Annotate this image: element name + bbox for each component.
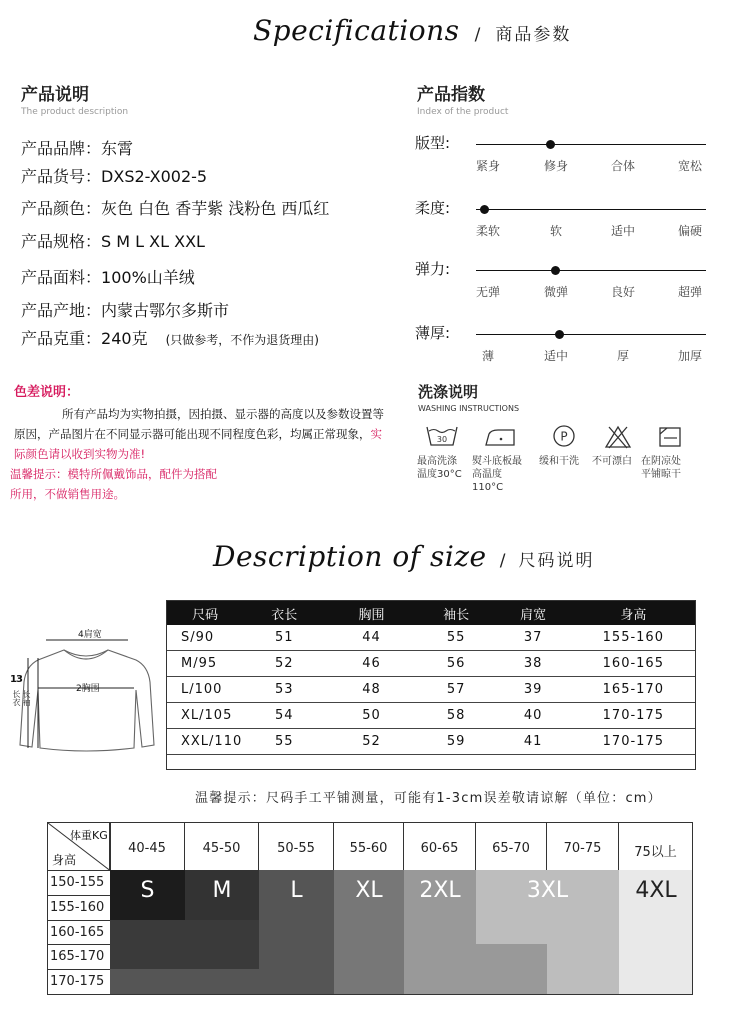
size-table-cell: 53 (243, 677, 325, 703)
specifications-title (253, 14, 571, 47)
size-block (547, 944, 619, 994)
size-table-empty-row (167, 755, 695, 784)
washing-label-line-1: 最高洗涤 (417, 456, 457, 467)
color-note-heading: 色差说明： (14, 385, 80, 400)
size-table-cell: 37 (495, 625, 572, 651)
size-table-row (167, 625, 695, 651)
spec-label: 产品规格 (21, 232, 86, 251)
shade-dry-icon (658, 426, 682, 452)
grid-height-label: 170-175 (50, 974, 105, 990)
index-label: 薄厚: (415, 324, 451, 342)
size-table-cell: 54 (243, 703, 325, 729)
weight-note: (只做参考，不作为退货理由) (165, 333, 319, 347)
size-table-header: 尺码 (167, 601, 243, 625)
index-scale-line (476, 209, 706, 210)
grid-height-header (47, 944, 111, 970)
length-label-b: 长袖 (22, 690, 31, 706)
warm-tip-line-1: 温馨提示：模特所佩戴饰品，配件为搭配 (10, 467, 217, 481)
size-table (167, 601, 695, 783)
color-note-body (14, 404, 386, 464)
size-table-cell: 55 (418, 625, 495, 651)
spec-colon: ： (85, 329, 102, 348)
dry-clean-text: P (560, 429, 568, 444)
size-table-cell: 170-175 (572, 729, 695, 755)
no-bleach-icon (604, 425, 632, 453)
spec-value: S M L XL XXL (101, 232, 205, 251)
size-table-cell: XXL/110 (167, 729, 243, 755)
index-label: 弹力: (415, 260, 451, 278)
index-marker (555, 330, 564, 339)
index-label: 柔度: (415, 199, 451, 217)
size-table-cell: 48 (325, 677, 417, 703)
spec-value: 100%山羊绒 (101, 268, 195, 287)
index-option: 薄 (481, 349, 494, 363)
size-table-header: 衣长 (243, 601, 325, 625)
size-table-header: 胸围 (325, 601, 417, 625)
spec-title-en: Specifications (253, 14, 460, 47)
size-table-header: 肩宽 (495, 601, 572, 625)
grid-height-label: 160-165 (50, 924, 105, 940)
washing-label-line-1: 熨斗底板最 (472, 456, 522, 467)
shoulder-width-label: 4肩宽 (78, 630, 102, 640)
size-table-cell: 46 (325, 651, 417, 677)
size-table-cell: 56 (418, 651, 495, 677)
spec-row (21, 298, 229, 321)
index-label: 版型: (415, 134, 451, 152)
grid-weight-header (546, 822, 619, 871)
product-desc-title-en: The product description (21, 107, 129, 117)
size-table-cell: 44 (325, 625, 417, 651)
size-table-cell: 165-170 (572, 677, 695, 703)
size-table-cell: 52 (325, 729, 417, 755)
washing-label (641, 455, 701, 481)
grid-weight-header (109, 822, 185, 871)
spec-colon: ： (85, 167, 102, 186)
grid-weight-header (475, 822, 547, 871)
index-option: 无弹 (475, 285, 500, 299)
warm-tip (10, 464, 217, 504)
size-letter: 2XL (419, 878, 461, 903)
index-option: 厚 (616, 349, 629, 363)
length-label-a: 长衣 (12, 690, 21, 706)
size-table-cell: 41 (495, 729, 572, 755)
spec-slash: / (474, 25, 483, 45)
size-table-header: 身高 (572, 601, 695, 625)
index-option: 紧身 (475, 159, 500, 173)
index-scale-line (476, 334, 706, 335)
size-table-cell: 52 (243, 651, 325, 677)
size-table-row (167, 651, 695, 677)
spec-row (21, 136, 133, 159)
size-table-cell: 170-175 (572, 703, 695, 729)
washing-label (472, 455, 532, 494)
spec-label: 产品品牌 (21, 139, 86, 158)
grid-weight-label: 55-60 (349, 841, 388, 856)
product-desc-heading (21, 80, 128, 117)
spec-colon: ： (85, 268, 102, 287)
washing-label-line-1: 不可漂白 (592, 456, 632, 467)
index-option: 超弹 (677, 285, 702, 299)
dry-clean-icon (552, 424, 576, 452)
grid-weight-label: 70-75 (563, 841, 602, 856)
index-option: 微弹 (543, 285, 568, 299)
grid-weight-label: 60-65 (420, 841, 459, 856)
spec-colon: ： (85, 139, 102, 158)
color-note-text: 所有产品均为实物拍摄，因拍摄、显示器的高度以及参数设置等原因，产品图片在不同显示器可能出现不同程度色彩，均属正常现象， (14, 407, 384, 441)
washing-label-line-2: 温度30°C (417, 469, 462, 480)
spec-value: 东霄 (101, 139, 134, 158)
spec-value: 内蒙古鄂尔多斯市 (101, 301, 230, 320)
spec-label: 产品产地 (21, 301, 86, 320)
spec-row (21, 326, 319, 349)
index-scale-line (476, 270, 706, 271)
spec-colon: ： (85, 232, 102, 251)
size-table-cell: M/95 (167, 651, 243, 677)
spec-label: 产品颜色 (21, 199, 86, 218)
color-note-red: 实际颜色请以收到实物为准! (14, 427, 382, 461)
index-option: 良好 (610, 285, 635, 299)
size-table-cell: 59 (418, 729, 495, 755)
grid-corner-height: 身高 (52, 853, 77, 867)
spec-value: DXS2-X002-5 (101, 167, 208, 186)
size-table-cell: 51 (243, 625, 325, 651)
washing-label (539, 455, 599, 468)
index-option: 适中 (610, 224, 635, 238)
size-table-cell: 57 (418, 677, 495, 703)
size-table-header: 袖长 (418, 601, 495, 625)
size-table-cell: S/90 (167, 625, 243, 651)
grid-weight-header (618, 822, 693, 871)
washing-heading (418, 381, 519, 413)
washing-label (417, 455, 477, 481)
iron-icon (484, 426, 516, 452)
size-chart-grid (47, 822, 693, 994)
spec-colon: ： (85, 301, 102, 320)
index-marker (546, 140, 555, 149)
size-title (213, 540, 595, 573)
spec-label: 产品面料 (21, 268, 86, 287)
grid-weight-header (184, 822, 259, 871)
grid-weight-header (403, 822, 476, 871)
washing-label-line-1: 在阴凉处 (641, 456, 681, 467)
size-table-cell: XL/105 (167, 703, 243, 729)
product-desc-title: 产品说明 (21, 85, 89, 105)
size-note: 温馨提示：尺码手工平铺测量，可能有1-3cm误差敬请谅解（单位：cm） (195, 791, 662, 806)
size-table-row (167, 677, 695, 703)
grid-height-label: 155-160 (50, 899, 105, 915)
index-option: 软 (549, 224, 562, 238)
spec-row (21, 265, 195, 288)
size-title-cn: 尺码说明 (518, 551, 595, 571)
index-option: 柔软 (475, 224, 500, 238)
length-numbers: 13 (10, 674, 22, 685)
index-marker (551, 266, 560, 275)
grid-corner-weight: 体重KG (70, 829, 108, 842)
size-letter: 3XL (526, 878, 569, 903)
warm-tip-line-2: 所用，不做销售用途。 (10, 487, 125, 501)
index-option: 加厚 (677, 349, 702, 363)
spec-title-cn: 商品参数 (495, 25, 572, 45)
index-option: 合体 (610, 159, 635, 173)
grid-weight-label: 75以上 (634, 845, 677, 860)
wash-temp-text: 30 (436, 435, 448, 444)
washing-title-en: WASHING INSTRUCTIONS (418, 404, 520, 413)
spec-value: 240克 (101, 329, 148, 348)
size-slash: / (499, 551, 508, 571)
index-scale-line (476, 144, 706, 145)
size-letter: L (290, 878, 303, 903)
grid-height-label: 165-170 (50, 949, 105, 965)
size-table-cell: 58 (418, 703, 495, 729)
size-table-cell: 38 (495, 651, 572, 677)
grid-weight-label: 50-55 (277, 841, 315, 856)
grid-weight-label: 40-45 (128, 841, 166, 856)
spec-row (21, 196, 329, 219)
size-table-box (166, 600, 696, 770)
size-table-cell: 55 (243, 729, 325, 755)
index-option: 适中 (543, 349, 568, 363)
size-letter: M (212, 878, 232, 903)
grid-weight-header (333, 822, 404, 871)
grid-weight-label: 45-50 (202, 841, 241, 856)
size-table-cell: 155-160 (572, 625, 695, 651)
grid-height-header (47, 969, 111, 995)
grid-corner (47, 822, 111, 871)
grid-height-label: 150-155 (50, 875, 105, 890)
spec-row (21, 229, 205, 252)
index-option: 偏硬 (677, 224, 702, 238)
spec-label: 产品克重 (21, 329, 86, 348)
spec-label: 产品货号 (21, 167, 86, 186)
size-block (404, 944, 547, 994)
size-table-cell: 39 (495, 677, 572, 703)
size-table-row (167, 729, 695, 755)
index-marker (480, 205, 489, 214)
grid-height-header (47, 895, 111, 921)
size-letter: S (140, 878, 155, 903)
grid-weight-label: 65-70 (492, 841, 530, 856)
size-table-cell: 50 (325, 703, 417, 729)
size-letter: XL (355, 878, 383, 903)
product-index-title: 产品指数 (417, 85, 485, 105)
chest-label: 2胸围 (76, 684, 100, 694)
size-title-en: Description of size (213, 540, 487, 573)
washing-title: 洗涤说明 (418, 383, 479, 401)
grid-weight-header (258, 822, 334, 871)
size-block (110, 969, 334, 994)
index-option: 宽松 (677, 159, 702, 173)
size-table-cell: 40 (495, 703, 572, 729)
washing-label-line-2: 平铺晾干 (641, 469, 681, 480)
size-letter: 4XL (635, 878, 677, 903)
garment-diagram (8, 620, 163, 770)
grid-height-header (47, 920, 111, 946)
grid-height-header (47, 870, 111, 896)
spec-row (21, 164, 207, 187)
washing-label-line-2: 高温度110°C (472, 469, 504, 493)
product-index-heading (417, 80, 508, 117)
spec-value: 灰色 白色 香芋紫 浅粉色 西瓜红 (101, 199, 330, 218)
size-table-row (167, 703, 695, 729)
size-table-cell: 160-165 (572, 651, 695, 677)
wash-30-icon (426, 424, 458, 452)
index-option: 修身 (543, 159, 568, 173)
size-table-cell: L/100 (167, 677, 243, 703)
washing-label-line-1: 缓和干洗 (539, 456, 579, 467)
spec-colon: ： (85, 199, 102, 218)
product-index-title-en: Index of the product (417, 107, 509, 117)
